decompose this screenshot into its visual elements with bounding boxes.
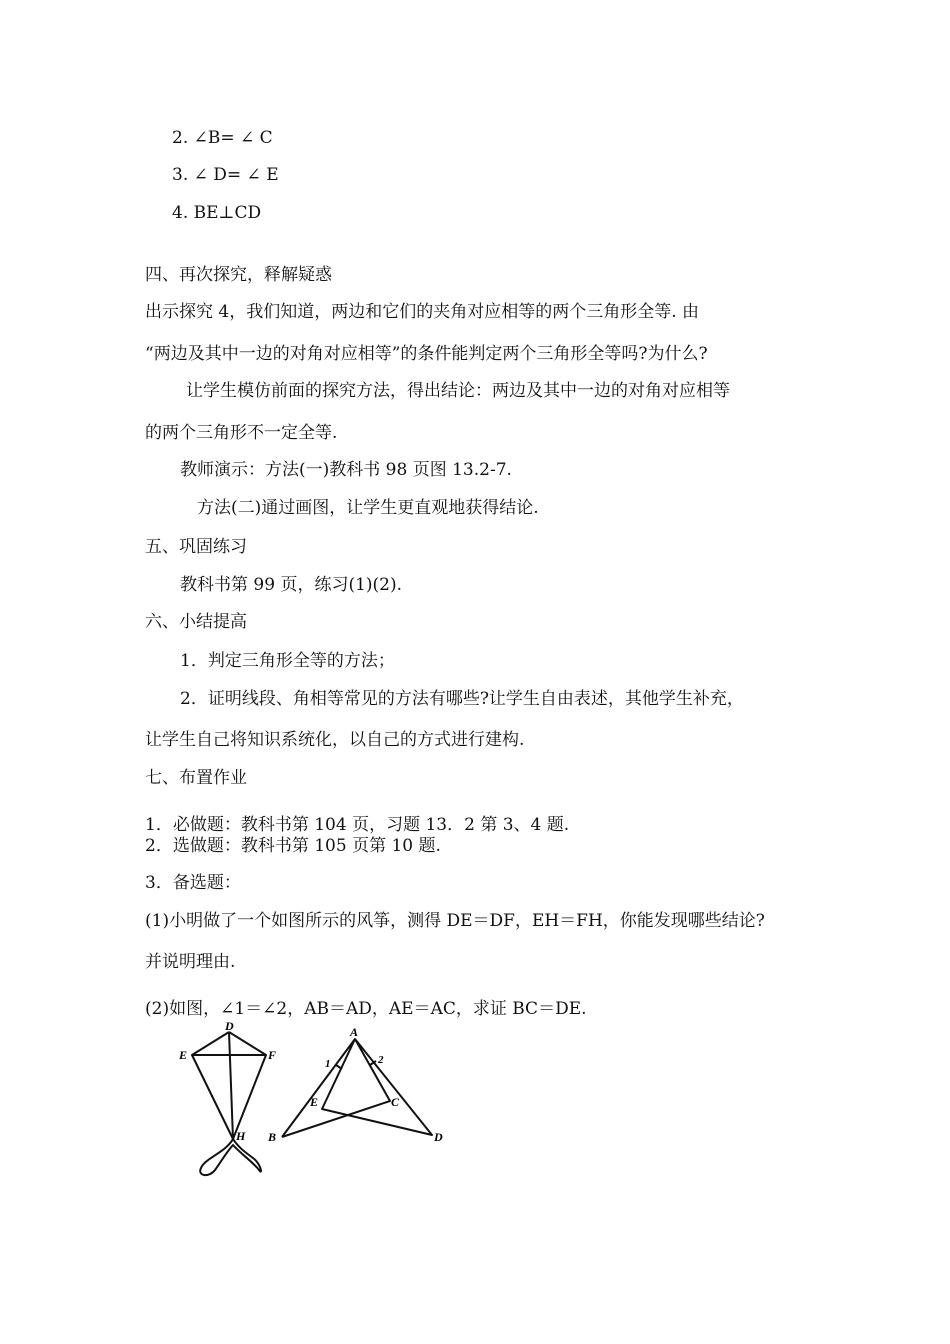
section-heading-4: 四、再次探究，释解疑惑 [145, 265, 332, 285]
kite-label-h: H [236, 1129, 246, 1143]
answer-line-2: 2. ∠B= ∠ C [172, 128, 273, 148]
kite-label-f: F [268, 1048, 277, 1062]
angle-label-2: 2 [378, 1054, 384, 1066]
triangle-label-d: D [434, 1130, 443, 1144]
angle-label-1: 1 [325, 1058, 331, 1070]
paragraph-line: 2．证明线段、角相等常见的方法有哪些?让学生自由表述，其他学生补充， [180, 689, 744, 709]
answer-line-4: 4. BE⊥CD [172, 203, 262, 223]
paragraph-line: 让学生自己将知识系统化，以自己的方式进行建构. [145, 730, 525, 750]
paragraph-line: 出示探究 4，我们知道，两边和它们的夹角对应相等的两个三角形全等. 由 [145, 302, 700, 322]
section-heading-7: 七、布置作业 [145, 768, 247, 788]
paragraph-line: 让学生模仿前面的探究方法，得出结论：两边及其中一边的对角对应相等 [186, 381, 730, 401]
paragraph-line: 教科书第 99 页，练习(1)(2). [180, 575, 403, 595]
section-heading-5: 五、巩固练习 [145, 537, 247, 557]
paragraph-line: 的两个三角形不一定全等. [145, 423, 338, 443]
paragraph-line: “两边及其中一边的对角对应相等”的条件能判定两个三角形全等吗?为什么? [145, 344, 708, 364]
triangle-label-c: C [391, 1095, 400, 1109]
triangle-label-a: A [350, 1025, 359, 1039]
paragraph-line: 方法(二)通过画图，让学生更直观地获得结论. [197, 498, 539, 518]
homework-line: 3．备选题： [145, 873, 241, 893]
paragraph-line: 1．判定三角形全等的方法； [180, 651, 395, 671]
answer-line-3: 3. ∠ D= ∠ E [172, 165, 279, 185]
question-line: (2)如图，∠1＝∠2，AB＝AD，AE＝AC，求证 BC＝DE. [145, 999, 587, 1019]
section-heading-6: 六、小结提高 [145, 612, 247, 632]
homework-line: 2．选做题：教科书第 105 页第 10 题. [145, 836, 441, 856]
kite-label-e: E [179, 1048, 188, 1062]
triangle-label-e: E [310, 1095, 319, 1109]
paragraph-line: 教师演示：方法(一)教科书 98 页图 13.2-7. [180, 460, 512, 480]
triangles-figure [262, 1025, 452, 1147]
homework-line: 1．必做题：教科书第 104 页，习题 13．2 第 3、4 题. [145, 815, 570, 835]
question-line: (1)小明做了一个如图所示的风筝，测得 DE＝DF，EH＝FH，你能发现哪些结论? [145, 911, 765, 931]
triangle-label-b: B [268, 1130, 277, 1144]
kite-label-d: D [225, 1019, 234, 1033]
question-line: 并说明理由. [145, 952, 236, 972]
